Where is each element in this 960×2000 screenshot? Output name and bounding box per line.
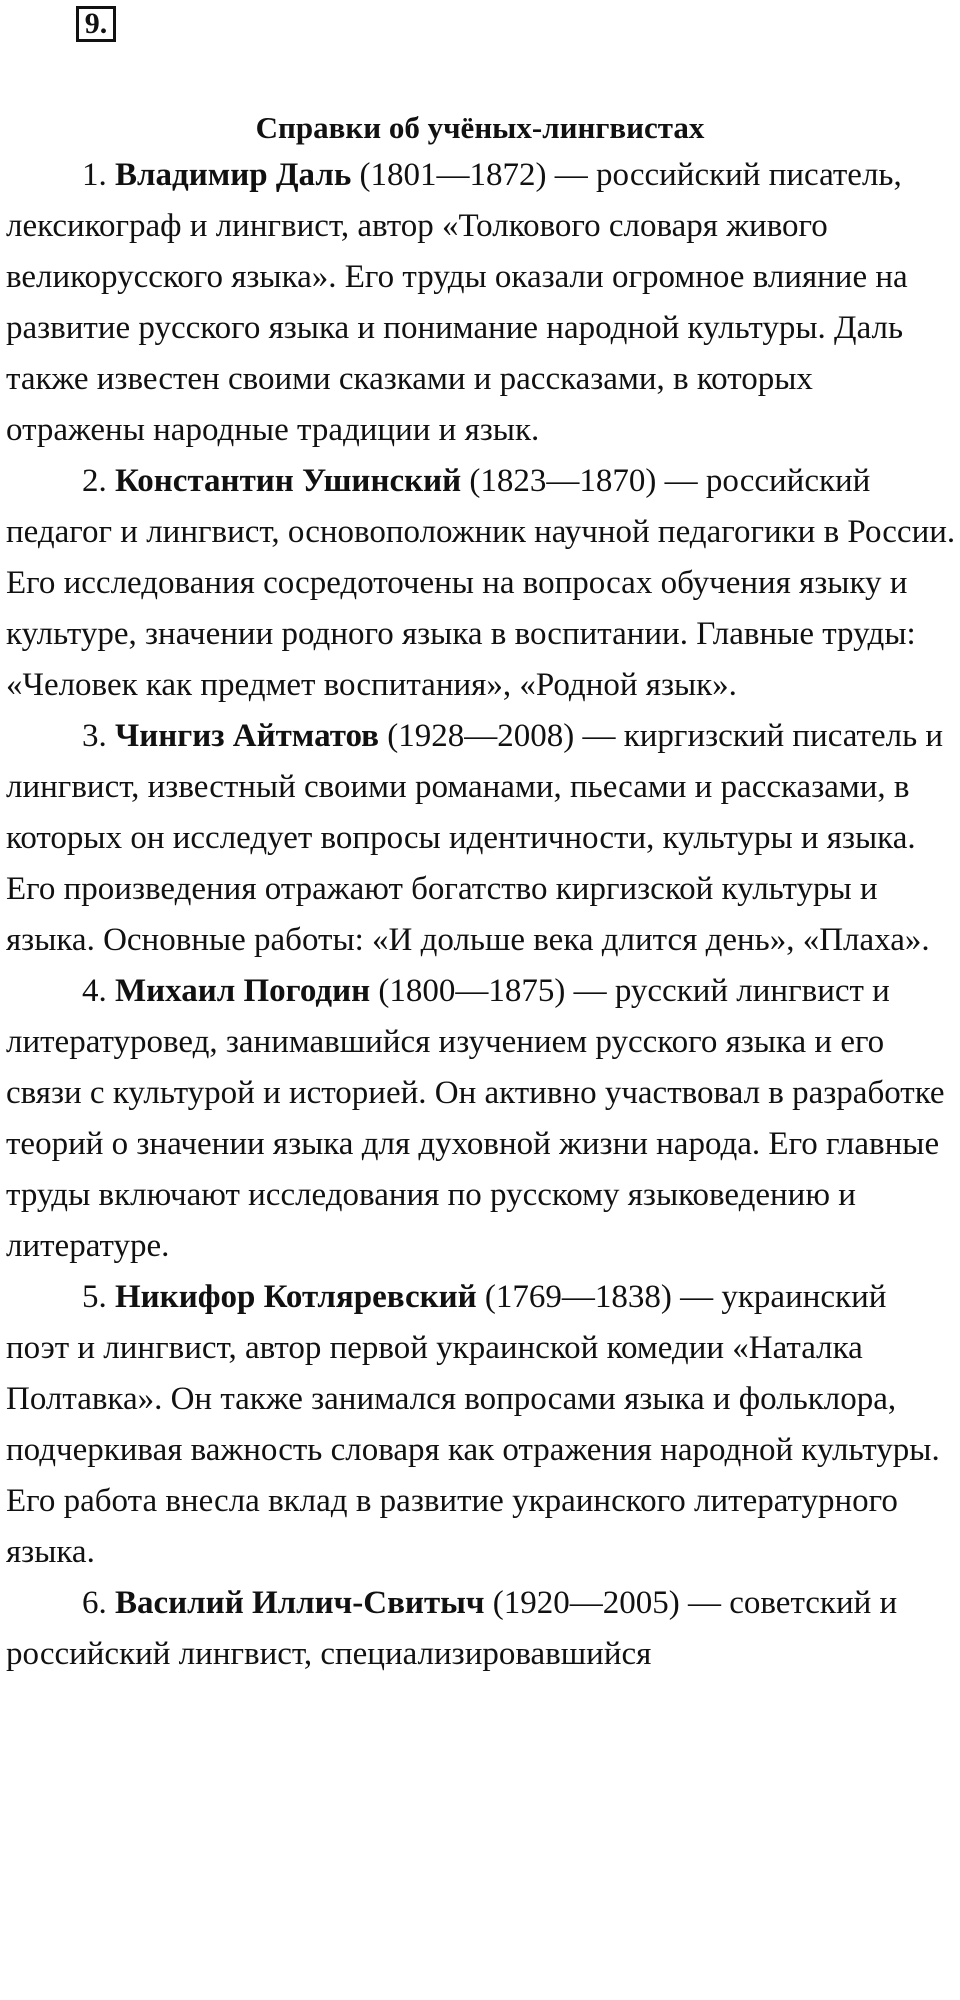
biography-entry <box>6 711 956 966</box>
entry-number: 2. <box>82 463 107 499</box>
biographies <box>6 150 956 1680</box>
scientist-name: Чингиз Айтматов <box>115 718 379 754</box>
scientist-name: Михаил Погодин <box>115 973 371 1009</box>
scientist-name: Константин Ушинский <box>115 463 462 499</box>
page-title: Справки об учёных-лингвистах <box>255 110 705 145</box>
entry-text: (1920—2005) — советский и российский лингвист, специализировавшийся <box>6 1585 898 1672</box>
biography-entry <box>6 456 956 711</box>
entry-text: (1801—1872) — российский писатель, лексикограф и лингвист, автор «Толкового словаря живого великорусского языка». Его труды оказали огромное влияние на развитие русского языка и понимание народной культуры. Даль также известен своими сказками и рассказами, в которых отражены народные традиции и язык. <box>6 157 908 448</box>
entry-number: 3. <box>82 718 107 754</box>
entry-text: (1800—1875) — русский лингвист и литературовед, занимавшийся изучением русского языка и его связи с культурой и историей. Он активно участвовал в разработке теорий о значении языка для духовной жизни народа. Его главные труды включают исследования по русскому языковедению и литературе. <box>6 973 945 1264</box>
entry-text: (1928—2008) — киргизский писатель и лингвист, известный своими романами, пьесами и рассказами, в которых он исследует вопросы идентичности, культуры и языка. Его произведения отражают богатство киргизской культуры и языка. Основные работы: «И дольше века длится день», «Плаха». <box>6 718 944 958</box>
biography-entry <box>6 966 956 1272</box>
scientist-name: Василий Иллич-Свитыч <box>115 1585 485 1621</box>
biography-entry <box>6 1578 956 1680</box>
task-number: 9. <box>84 7 108 40</box>
biography-entry <box>6 1272 956 1578</box>
entry-text: (1769—1838) — украинский поэт и лингвист, автор первой украинской комедии «Наталка Полтавка». Он также занимался вопросами языка и фольклора, подчеркивая важность словаря как отражения народной культуры. Его работа внесла вклад в развитие украинского литературного языка. <box>6 1279 940 1570</box>
entry-number: 1. <box>82 157 107 193</box>
entry-number: 6. <box>82 1585 107 1621</box>
entry-number: 4. <box>82 973 107 1009</box>
scientist-name: Владимир Даль <box>115 157 352 193</box>
entry-number: 5. <box>82 1279 107 1315</box>
entry-text: (1823—1870) — российский педагог и лингвист, основоположник научной педагогики в России. Его исследования сосредоточены на вопросах обучения языку и культуре, значении родного языка в воспитании. Главные труды: «Человек как предмет воспитания», «Родной язык». <box>6 463 956 703</box>
biography-entry <box>6 150 956 456</box>
scientist-name: Никифор Котляревский <box>115 1279 477 1315</box>
task-number-badge <box>76 6 116 42</box>
